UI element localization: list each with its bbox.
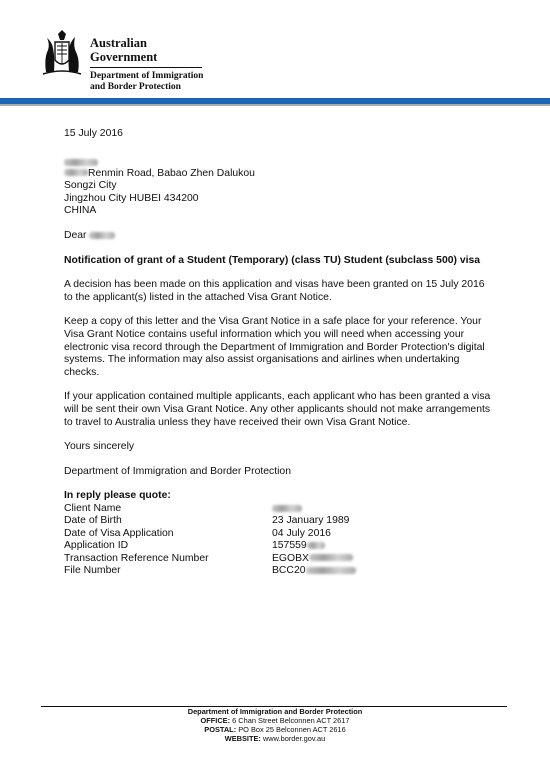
coat-of-arms-icon [38, 28, 86, 78]
transaction-reference-label: Transaction Reference Number [64, 552, 209, 564]
address-line3: Jingzhou City HUBEI 434200 [64, 192, 199, 204]
visa-application-date-label: Date of Visa Application [64, 527, 174, 539]
paragraph-decision: A decision has been made on this application and visas have been granted on 15 July 2016 to the applicant(s) listed in the attached Visa Grant Notice. [64, 279, 485, 303]
closing: Yours sincerely [64, 441, 135, 453]
signoff: Department of Immigration and Border Protection [64, 465, 291, 477]
government-title: Australian Government [90, 36, 202, 68]
application-id-value: 157559 [272, 540, 494, 552]
reply-reference-table [64, 503, 494, 577]
reply-heading: In reply please quote: [64, 490, 171, 502]
client-name-value [272, 503, 494, 515]
visa-application-date-value: 04 July 2016 [272, 527, 331, 539]
department-name-line1: Department of Immigration [90, 71, 204, 81]
letterhead [38, 28, 258, 92]
letter-date: 15 July 2016 [64, 128, 123, 139]
footer-title: Department of Immigration and Border Protection [187, 707, 363, 716]
department-name-line2: and Border Protection [90, 82, 181, 92]
footer-postal: POSTAL: PO Box 25 Belconnen ACT 2616 [204, 725, 346, 734]
address-line2: Songzi City [64, 180, 117, 192]
file-number-value: BCC20 [272, 565, 494, 577]
redacted-recipient [89, 232, 115, 239]
footer-website: WEBSITE: www.border.gov.au [224, 734, 326, 743]
address-line1: Renmin Road, Babao Zhen Dalukou [64, 168, 494, 181]
brand-band-shadow [0, 104, 550, 106]
footer [0, 707, 550, 743]
subject-line: Notification of grant of a Student (Temporary) (class TU) Student (subclass 500) visa [64, 254, 481, 266]
redacted-street-number [64, 169, 88, 176]
paragraph-multiple-applicants: If your application contained multiple applicants, each applicant who has been granted a visa will be sent their own Visa Grant Notice. Any other applicants should not make arrangements to travel to Australia unless they have received their own Visa Grant Notice. [64, 391, 491, 428]
government-title-block [90, 36, 203, 93]
address-line4: CHINA [64, 205, 97, 217]
file-number-label: File Number [64, 564, 121, 576]
salutation: Dear [64, 230, 494, 243]
client-name-label: Client Name [64, 502, 122, 514]
application-id-label: Application ID [64, 540, 129, 552]
redacted-name [64, 158, 494, 168]
footer-office: OFFICE: 6 Chan Street Belconnen ACT 2617 [200, 716, 350, 725]
transaction-reference-value: EGOBX [272, 553, 494, 565]
dob-label: Date of Birth [64, 515, 122, 527]
paragraph-keep-copy: Keep a copy of this letter and the Visa Grant Notice in a safe place for your reference. Your Visa Grant Notice contains useful information which you will need when accessing your electronic visa record through the Department of Immigration and Border Protection's digital systems. The information may also assist organisations and airlines when undertaking checks. [64, 316, 485, 378]
letter-body [64, 128, 494, 577]
dob-value: 23 January 1989 [272, 515, 350, 527]
